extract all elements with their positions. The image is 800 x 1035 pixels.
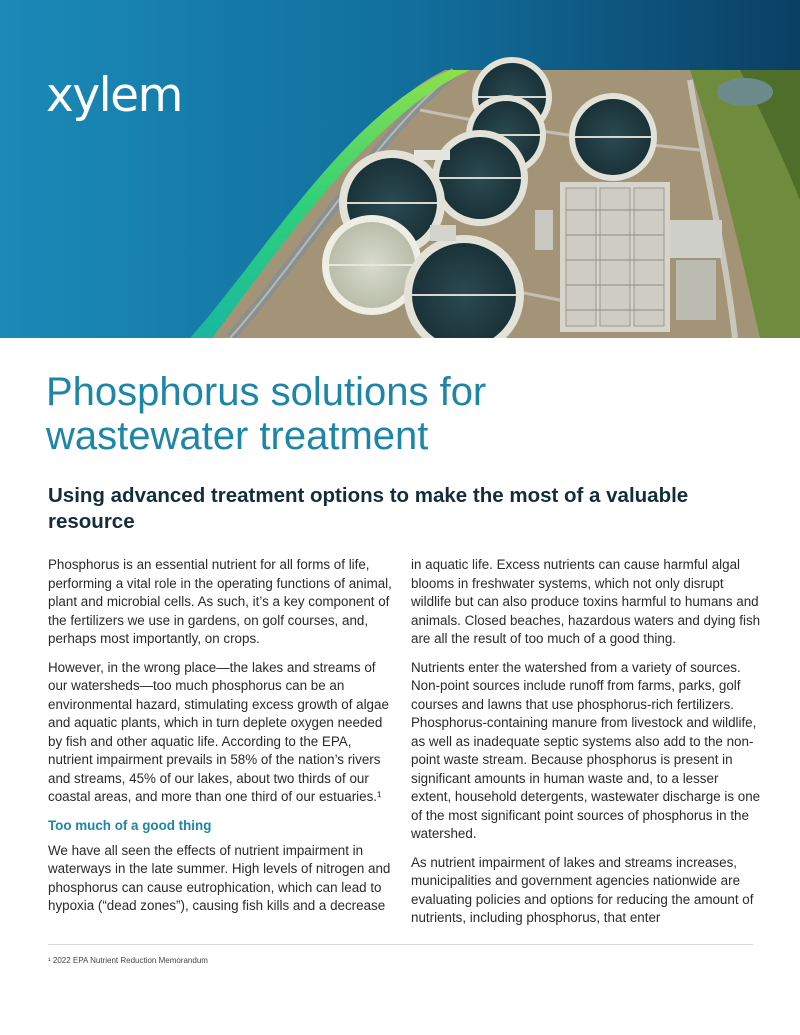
left-column: [48, 556, 393, 926]
right-paragraph-1: in aquatic life. Excess nutrients can cause harmful algal blooms in freshwater systems, which not only disrupt wildlife but can also produce toxins harmful to humans and animals. Closed beaches, hazardous waters and dying fish are all the result of too much of a good thing.: [411, 557, 761, 646]
left-paragraph-1: Phosphorus is an essential nutrient for all forms of life, performing a vital role in the operating functions of animal, plant and microbial cells. As such, it’s a key component of the fertilizers we use in gardens, on golf courses, and, perhaps most importantly, on crops.: [48, 557, 392, 646]
page-title: Phosphorus solutions for wastewater treatment: [46, 370, 487, 458]
left-paragraph-2: However, in the wrong place—the lakes and streams of our watersheds—too much phosphorus can be an environmental hazard, stimulating excess growth of algae and aquatic plants, which in turn deplete oxygen needed by fish and other aquatic life. According to the EPA, nutrient impairment prevails in 58% of the nation’s rivers and streams, 45% of our lakes, about two thirds of our coastal areas, and more than one third of our estuaries.¹: [48, 659, 389, 804]
right-column: [411, 556, 761, 938]
page-subtitle: Using advanced treatment options to make the most of a valuable resource: [48, 484, 689, 533]
section-heading: Too much of a good thing: [48, 817, 212, 833]
left-paragraph-3: We have all seen the effects of nutrient impairment in waterways in the late summer. High levels of nitrogen and phosphorus can cause eutrophication, which can lead to hypoxia (“dead zones”), causing fish kills and a decrease: [48, 842, 391, 913]
xylem-logo: xylem: [46, 68, 182, 123]
hero-banner: [0, 0, 800, 338]
hero-illustration: [0, 0, 800, 338]
right-paragraph-2: Nutrients enter the watershed from a variety of sources. Non-point sources include runoff from farms, parks, golf courses and lawns that use phosphorus-rich fertilizers. Phosphorus-containing manure from livestock and wildlife, as well as inadequate septic systems also add to the non-point waste stream. Because phosphorus is present in significant amounts in human waste and, to a lesser extent, household detergents, wastewater discharge is one of the most significant point sources of phosphorus in the watershed.: [411, 659, 761, 841]
footnote: ¹ 2022 EPA Nutrient Reduction Memorandum: [48, 956, 208, 965]
right-paragraph-3: As nutrient impairment of lakes and streams increases, municipalities and government agencies nationwide are evaluating policies and options for reducing the amount of nutrients, including phosphorus, that enter: [411, 854, 754, 925]
footnote-divider: [48, 944, 753, 945]
